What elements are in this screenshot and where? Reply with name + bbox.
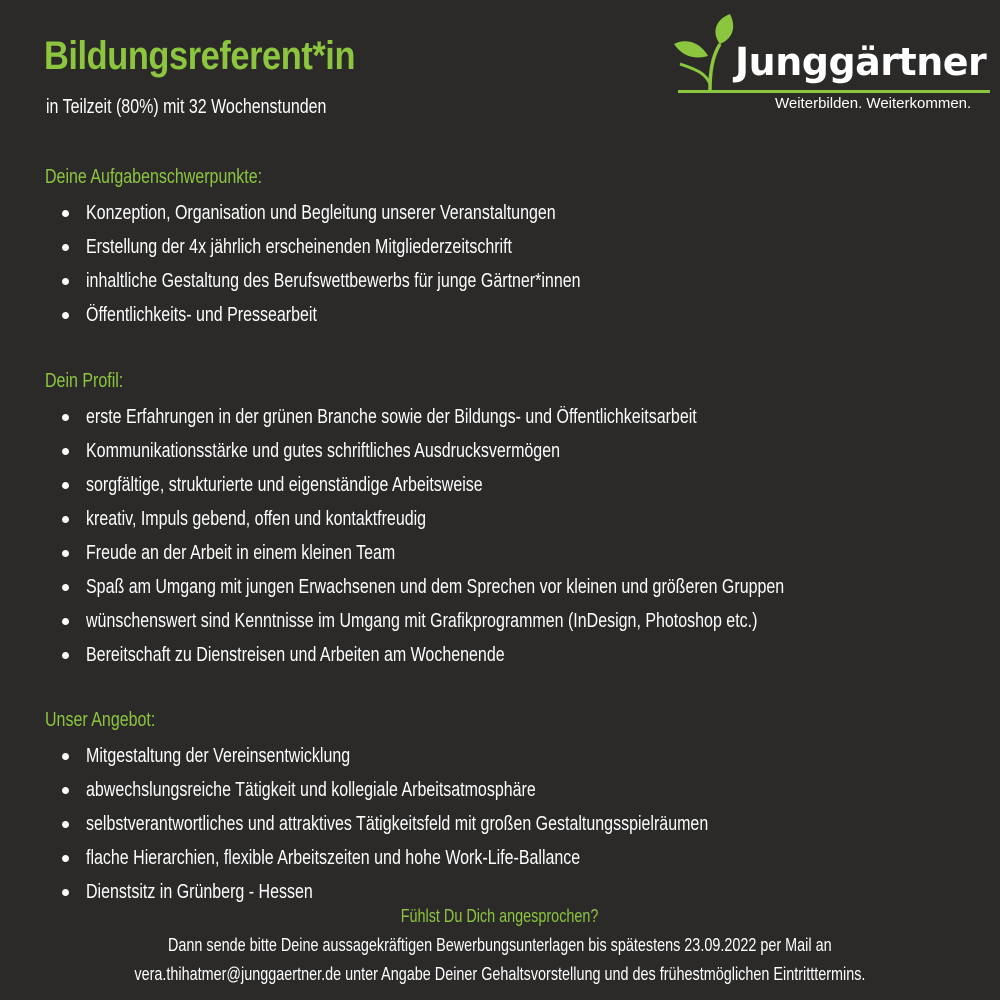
bullet-icon — [62, 516, 69, 523]
bullet-icon — [62, 244, 69, 251]
page-subtitle: in Teilzeit (80%) mit 32 Wochenstunden — [46, 96, 327, 118]
section-heading-tasks: Deine Aufgabenschwerpunkte: — [45, 166, 263, 188]
page-title: Bildungsreferent*in — [44, 34, 356, 78]
logo-wordmark: Junggärtner — [735, 40, 987, 84]
bullet-icon — [62, 312, 69, 319]
bullet-icon — [62, 414, 69, 421]
bullet-icon — [62, 753, 69, 760]
logo-underline — [678, 90, 990, 93]
section-heading-profile: Dein Profil: — [45, 370, 124, 392]
logo-tagline: Weiterbilden. Weiterkommen. — [775, 95, 972, 112]
bullet-icon — [62, 482, 69, 489]
bullet-icon — [62, 889, 69, 896]
bullet-icon — [62, 210, 69, 217]
bullet-icon — [62, 618, 69, 625]
footer-question: Fühlst Du Dich angesprochen? — [401, 906, 599, 926]
bullet-icon — [62, 584, 69, 591]
footer-line-1: Dann sende bitte Deine aussagekräftigen Bewerbungsunterlagen bis spätestens 23.09.2022 per Mail an — [168, 935, 832, 955]
footer-line-2: vera.thihatmer@junggaertner.de unter Angabe Deiner Gehaltsvorstellung und des frühestmöglichen Eintritttermins. — [134, 964, 866, 984]
bullet-icon — [62, 278, 69, 285]
bullet-icon — [62, 855, 69, 862]
bullet-icon — [62, 448, 69, 455]
bullet-icon — [62, 787, 69, 794]
bullet-icon — [62, 550, 69, 557]
bullet-icon — [62, 652, 69, 659]
section-heading-offer: Unser Angebot: — [45, 709, 156, 731]
bullet-icon — [62, 821, 69, 828]
